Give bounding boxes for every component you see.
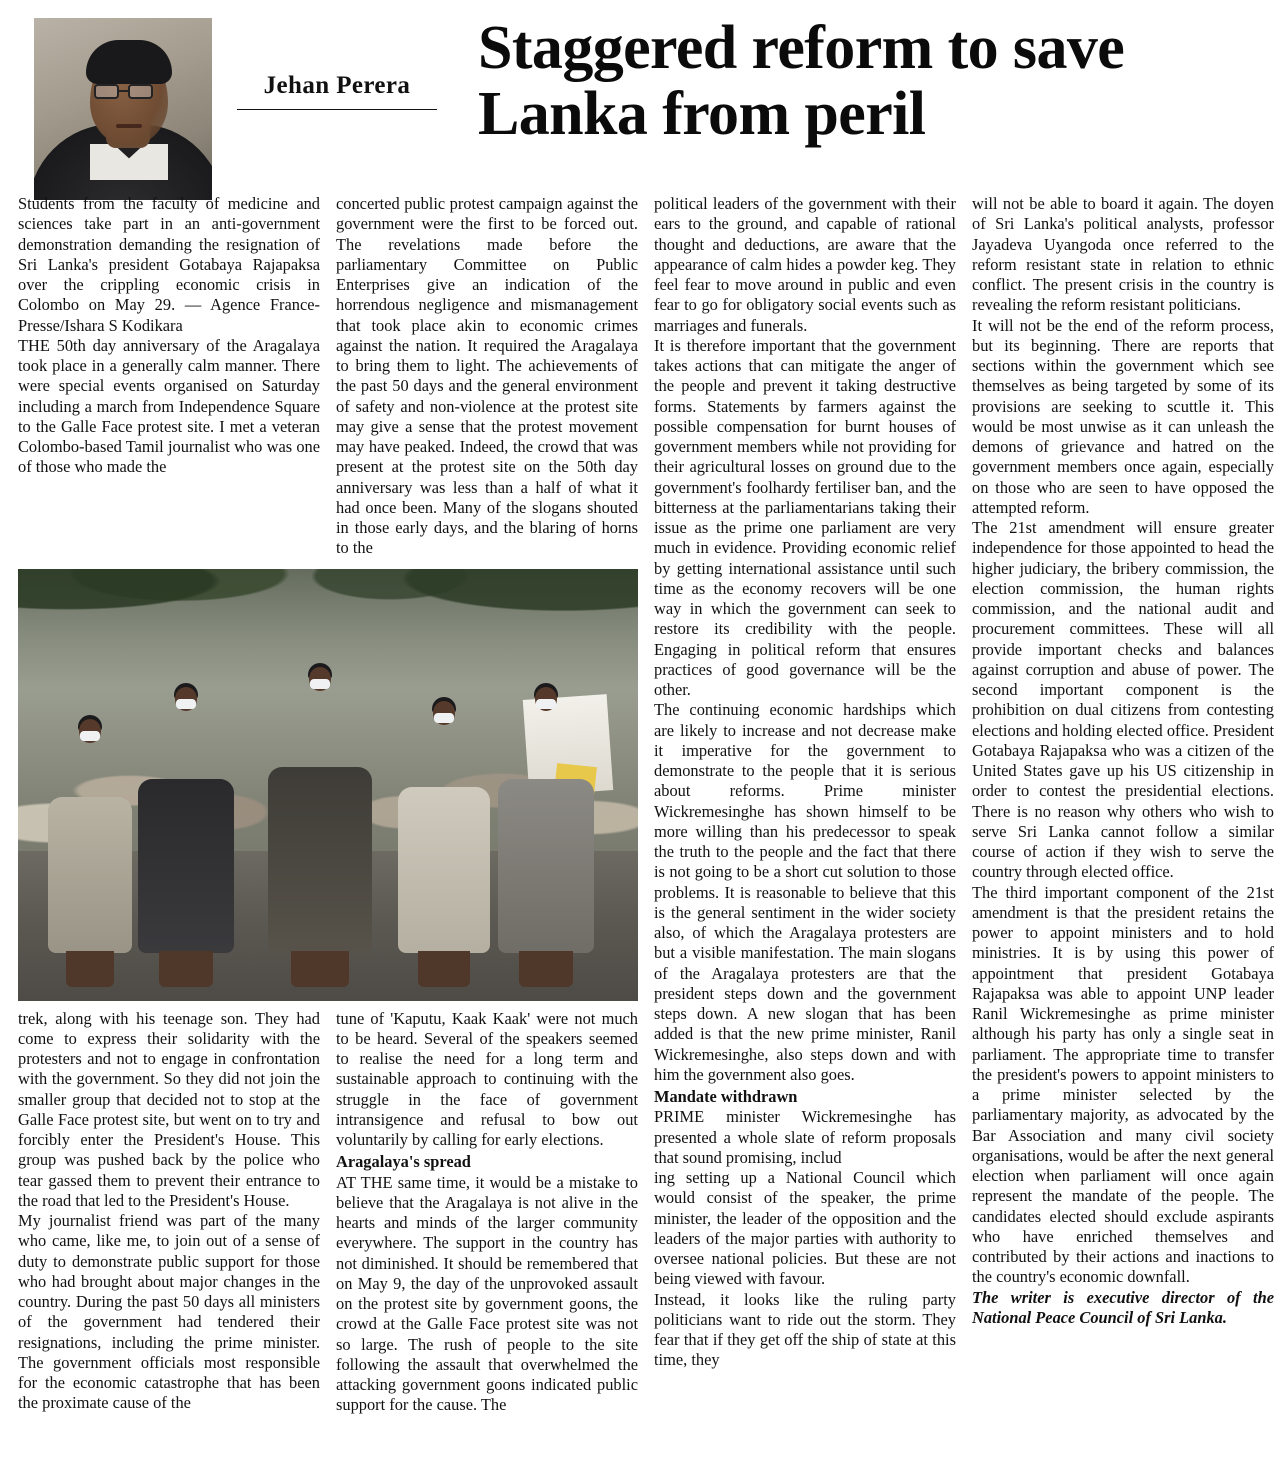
protester-torso (138, 779, 234, 953)
paragraph: political leaders of the government with their ears to the ground, and capable of rational thought and deductions, are aware that the appearance of calm hides a powder keg. They feel fear to move around in public and even fear to go for obligatory social events such as marriages and funerals. (654, 194, 956, 335)
protester-legs (291, 951, 349, 987)
portrait-glasses-right-lens (128, 84, 153, 99)
photo-protester (268, 667, 372, 987)
protester-torso (498, 779, 594, 953)
paragraph: ing setting up a National Council which would consist of the speaker, the prime minister, the leader of the opposition and the leaders of the major parties with authority to oversee national policies. But these are not being viewed with favour. (654, 1168, 956, 1289)
paragraph: will not be able to board it again. The doyen of Sri Lanka's political analysts, professor Jayadeva Uyangoda once referred to the reform resistant state in relation to ethnic conflict. The present crisis in the country is revealing the reform resistant politicians. (972, 194, 1274, 315)
portrait-mouth (116, 124, 142, 128)
photo-caption-text: Students from the faculty of medicine and sciences take part in an anti-government demonstration demanding the resignation of Sri Lanka's president Gotabaya Rajapaksa over the crippling economic crisis in Colombo on May 29. — Agence France-Presse/Ishara S Kodikara (18, 194, 320, 335)
author-byline: Jehan Perera (263, 72, 411, 99)
column-2-bottom (336, 1009, 638, 1416)
article-columns (18, 194, 1274, 1416)
face-mask (176, 699, 196, 709)
photo-protester (498, 687, 594, 987)
byline-block (212, 14, 462, 110)
column-2-top (336, 194, 638, 559)
subheading-aragalayas-spread: Aragalaya's spread (336, 1152, 471, 1172)
left-column-group (18, 194, 638, 1416)
paragraph: The third important component of the 21st amendment is that the president retains the power to appoint ministers and to hold ministries. It is by using this power of appointment that president Gotabaya Rajapaksa was able to appoint UNP leader Ranil Wickremesinghe as prime minister although his party has only a single seat in parliament. The appropriate time to transfer the president's powers to appoint ministers to a prime minister selected by the parliamentary majority, as advocated by the Bar Association and many civil society organisations, would be after the next general election when parliament will once again represent the mandate of the people. The candidates elected should exclude aspirants who have enriched themselves and contributed by their actions and inactions to the country's economic downfall. (972, 882, 1274, 1287)
column-1-bottom (18, 1009, 320, 1416)
subheading-mandate-withdrawn: Mandate withdrawn (654, 1087, 798, 1106)
paragraph: Instead, it looks like the ruling party politicians want to ride out the storm. They fear that if they get off the ship of state at this time, they (654, 1289, 956, 1370)
headline-block (462, 14, 1267, 147)
face-mask (536, 699, 556, 709)
paragraph: THE 50th day anniversary of the Aragalaya took place in a generally calm manner. There were special events organised on Saturday including a march from Independence Square to the Galle Face protest site. I met a veteran Colombo-based Tamil journalist who was one of those who made the (18, 335, 320, 477)
masthead (18, 14, 1267, 184)
portrait-hair (86, 40, 172, 84)
protester-legs (519, 951, 573, 987)
protest-march-photo (18, 569, 638, 1001)
author-credit-note: The writer is executive director of the National Peace Council of Sri Lanka. (972, 1287, 1274, 1327)
protester-torso (268, 767, 372, 953)
paragraph: PRIME minister Wickremesinghe has presented a whole slate of reform proposals that sound promising, includ (654, 1107, 956, 1167)
paragraph: My journalist friend was part of the many who came, like me, to join out of a sense of duty to demonstrate public support for those who had brought about major changes in the country. During the past 50 days all ministers of the government had tendered their resignations, including the prime minister. The government officials most responsible for the economic catastrophe that has been the proximate cause of the (18, 1211, 320, 1413)
face-mask (310, 679, 330, 689)
paragraph: The continuing economic hardships which are likely to increase and not decrease make it imperative for the government to demonstrate to the people that it is serious about reforms. Prime minister Wickremesinghe has shown himself to be more willing than his predecessor to speak the truth to the people and the fact that there is not going to be a short cut solution to those problems. It is reasonable to believe that this is the general sentiment in the wider society also, of which the Aragalaya protesters are but a visible manifestation. The main slogans of the Aragalaya protesters are that the president steps down and the government steps down. A new slogan that has been added is that the new prime minister, Ranil Wickremesinghe, also steps down and with him the government also goes. (654, 700, 956, 1084)
column-1-top (18, 194, 320, 559)
protester-torso (398, 787, 490, 953)
photo-protester (48, 719, 132, 987)
portrait-glasses-bridge (119, 90, 128, 92)
column-4 (972, 194, 1274, 1416)
paragraph: It is therefore important that the government takes actions that can mitigate the anger of the people and prevent it taking destructive forms. Statements by farmers against the possible compensation for burnt houses of government members while not providing for their agricultural losses on ground due to the government's foolhardy fertiliser ban, and the bitterness at the parliamentarians taking their issue as the prime one parliament are very much in evidence. Providing economic relief by getting international assistance until such time as the economy recovers will be one way in which the government can seek to restore its credibility with the people. Engaging in political reform that ensures practices of good governance will be the other. (654, 335, 956, 699)
portrait-glasses-left-lens (94, 84, 119, 99)
paragraph: tune of 'Kaputu, Kaak Kaak' were not much to be heard. Several of the speakers seemed to realise the need for a long term and sustainable approach to continuing with the struggle in the face of government intransigence and refusal to bow out voluntarily by calling for early elections. (336, 1008, 638, 1149)
photo-protester (138, 687, 234, 987)
face-mask (434, 713, 454, 723)
paragraph: trek, along with his teenage son. They had come to express their solidarity with the protesters and not to engage in confrontation with the government. So they did not join the smaller group that decided not to stop at the Galle Face protest site, but went on to try and forcibly enter the President's House. This group was pushed back by the police who tear gassed them to prevent their entrance to the road that led to the President's House. (18, 1008, 320, 1210)
paragraph: concerted public protest campaign against the government were the first to be forced out. The revelations made before the parliamentary Committee on Public Enterprises give an indication of the horrendous negligence and mismanagement that took place akin to economic crimes against the nation. It required the Aragalaya to bring them to light. The achievements of the past 50 days and the general environment of safety and non-violence at the protest site may give a sense that the protest movement may have peaked. Indeed, the crowd that was present at the protest site on the 50th day anniversary was less than a half of what it had once been. Many of the slogans shouted in those early days, and the blaring of horns to the (336, 194, 638, 558)
author-portrait-photo (34, 18, 212, 200)
column-3 (654, 194, 956, 1416)
protester-legs (66, 951, 113, 987)
paragraph: It will not be the end of the reform process, but its beginning. There are reports that sections within the government which see themselves as being targeted by some of its provisions are seeking to scuttle it. This would be most unwise as it can unleash the demons of grievance and hatred on the government members once again, especially on those who are seen to have opposed the attempted reform. (972, 315, 1274, 517)
protester-legs (418, 951, 470, 987)
photo-protester (398, 701, 490, 987)
protester-legs (159, 951, 213, 987)
paragraph: AT THE same time, it would be a mistake to believe that the Aragalaya is not alive in the hearts and minds of the larger community everywhere. The support in the country has not diminished. It should be remembered that on May 9, the day of the unprovoked assault on the protest site by government goons, the crowd at the Galle Face protest site was not so large. The rush of people to the site following the assault that overwhelmed the attacking government goons indicated public support for the cause. The (336, 1172, 638, 1415)
protester-torso (48, 797, 132, 952)
face-mask (80, 731, 100, 741)
page-title: Staggered reform to save Lanka from peril (478, 14, 1125, 148)
paragraph: The 21st amendment will ensure greater independence for those appointed to head the higher judiciary, the bribery commission, the election commission, the human rights commission, and the national audit and procurement committees. These will all provide important checks and balances against corruption and abuse of power. The second important component is the prohibition on dual citizens from contesting elections and holding elected office. President Gotabaya Rajapaksa who was a citizen of the United States gave up his US citizenship in order to contest the presidential elections. There is no reason why others who wish to serve Sri Lanka cannot follow a similar course of action if they wish to serve the country through elected office. (972, 518, 1274, 882)
byline-divider (237, 109, 437, 110)
